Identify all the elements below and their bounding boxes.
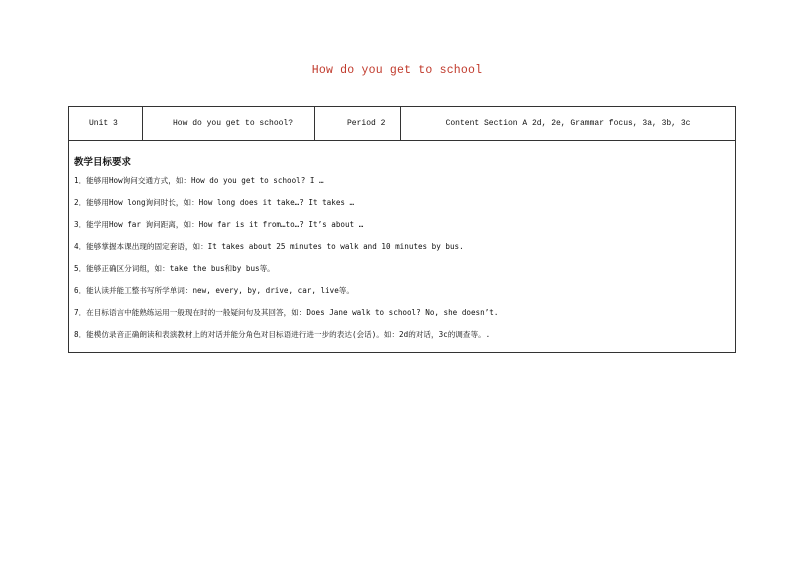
- objective-item: 6．能认读并能工整书写所学单词：new, every, by, drive, car, live等。: [74, 286, 354, 295]
- content-cell: Content Section A 2d, 2e, Grammar focus, 3a, 3b, 3c: [401, 107, 736, 141]
- objective-item: 7．在目标语言中能熟练运用一般现在时的一般疑问句及其回答，如：Does Jane walk to school? No, she doesn’t.: [74, 308, 499, 317]
- table-header-row: [69, 107, 736, 141]
- objective-item: 1．能够用How询问交通方式，如：How do you get to school? I …: [74, 176, 324, 185]
- objective-item: 5．能够正确区分词组，如：take the bus和by bus等。: [74, 264, 275, 273]
- unit-cell: Unit 3: [69, 107, 143, 141]
- period-cell: Period 2: [315, 107, 401, 141]
- lesson-plan-table: [68, 106, 736, 353]
- objectives-row: [69, 141, 736, 353]
- objectives-cell: [69, 141, 736, 353]
- topic-cell: How do you get to school?: [143, 107, 315, 141]
- objectives-heading: 教学目标要求: [74, 157, 132, 168]
- objective-item: 2．能够用How long询问时长，如：How long does it take…? It takes …: [74, 198, 355, 207]
- document-title: How do you get to school: [311, 64, 483, 77]
- objective-item: 4．能够掌握本课出现的固定套语，如：It takes about 25 minutes to walk and 10 minutes by bus.: [74, 242, 464, 251]
- objective-item: 3．能学用How far 询问距离，如：How far is it from…to…? It’s about …: [74, 220, 364, 229]
- objective-item: 8．能模仿录音正确朗读和表演教材上的对话并能分角色对目标语进行进一步的表达(会话)。如：2d的对话，3c的调查等。.: [74, 330, 491, 339]
